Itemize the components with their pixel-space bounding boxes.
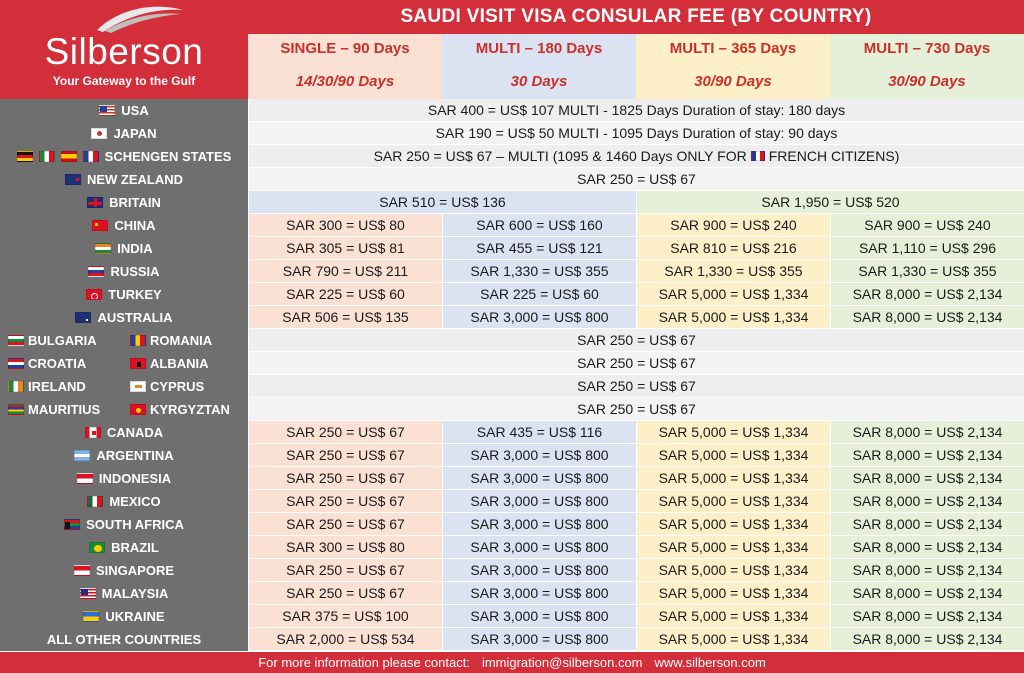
column-label: SINGLE – 90 Days [280,40,410,57]
fee-cell: SAR 3,000 = US$ 800 [442,306,636,329]
fee-cell: SAR 250 = US$ 67 [248,168,1024,191]
fee-cell: SAR 300 = US$ 80 [248,536,442,559]
fee-cell: SAR 3,000 = US$ 800 [442,536,636,559]
footer-website[interactable]: www.silberson.com [654,655,766,670]
fee-cell: SAR 900 = US$ 240 [636,214,830,237]
fee-cell: SAR 5,000 = US$ 1,334 [636,513,830,536]
table-row [0,605,1024,628]
flag-singapore-icon [74,565,90,576]
fee-cell: SAR 600 = US$ 160 [442,214,636,237]
flag-ireland-icon [8,381,24,392]
country-cell [0,421,248,444]
fee-cell: SAR 1,330 = US$ 355 [442,260,636,283]
flag-australia-icon [75,312,91,323]
column-header-multi-730 [830,34,1024,99]
country-name: CROATIA [28,356,87,371]
fee-cell: SAR 3,000 = US$ 800 [442,582,636,605]
table-row [0,513,1024,536]
country-cell [0,536,248,559]
table-row [0,237,1024,260]
country-name: CHINA [114,218,156,233]
fee-text: FRENCH CITIZENS) [768,148,900,164]
column-label: MULTI – 365 Days [669,40,797,57]
table-row [0,490,1024,513]
fee-cell: SAR 250 = US$ 67 [248,582,442,605]
flag-new-zealand-icon [65,174,81,185]
fee-cell: SAR 225 = US$ 60 [248,283,442,306]
country-name: ROMANIA [150,333,213,348]
fee-cell: SAR 3,000 = US$ 800 [442,605,636,628]
brand-logo [0,0,248,99]
brand-tagline: Your Gateway to the Gulf [52,74,196,88]
country-cell [0,237,248,260]
table-row [0,421,1024,444]
country-cell [0,214,248,237]
footer-label: For more information please contact: [258,655,470,670]
country-cell [0,352,248,375]
fee-cell: SAR 510 = US$ 136 [248,191,636,214]
table-row [0,628,1024,651]
fee-cell: SAR 250 = US$ 67 [248,352,1024,375]
table-row [0,329,1024,352]
flag-china-icon [92,220,108,231]
fee-cell: SAR 250 = US$ 67 [248,513,442,536]
table-row [0,260,1024,283]
country-name: SOUTH AFRICA [86,517,184,532]
flag-cyprus-icon [130,381,146,392]
table-row [0,99,1024,122]
column-sublabel: 30 Days [510,73,568,90]
column-label: MULTI – 180 Days [475,40,603,57]
fee-cell: SAR 225 = US$ 60 [442,283,636,306]
table-row [0,375,1024,398]
fee-cell: SAR 506 = US$ 135 [248,306,442,329]
country-cell [0,329,248,352]
fee-cell: SAR 8,000 = US$ 2,134 [830,444,1024,467]
column-sublabel: 30/90 Days [888,73,966,90]
fee-cell: SAR 1,110 = US$ 296 [830,237,1024,260]
fee-cell: SAR 435 = US$ 116 [442,421,636,444]
country-cell [0,398,248,421]
fee-cell: SAR 1,330 = US$ 355 [636,260,830,283]
flag-romania-icon [130,335,146,346]
contact-footer [0,652,1024,673]
fee-cell: SAR 5,000 = US$ 1,334 [636,490,830,513]
flag-turkey-icon [86,289,102,300]
flag-russia-icon [88,266,104,277]
country-cell [0,467,248,490]
country-cell [0,559,248,582]
country-name: SINGAPORE [95,563,174,578]
column-header-multi-365 [636,34,830,99]
table-row [0,191,1024,214]
fee-cell: SAR 5,000 = US$ 1,334 [636,444,830,467]
fee-cell: SAR 250 = US$ 67 [248,398,1024,421]
country-cell [0,306,248,329]
country-cell [0,375,248,398]
country-name: AUSTRALIA [97,310,173,325]
country-cell [0,191,248,214]
fee-cell: SAR 375 = US$ 100 [248,605,442,628]
country-name: UKRAINE [105,609,165,624]
country-name: MEXICO [109,494,161,509]
fee-cell: SAR 3,000 = US$ 800 [442,490,636,513]
fee-cell: SAR 5,000 = US$ 1,334 [636,421,830,444]
fee-cell: SAR 900 = US$ 240 [830,214,1024,237]
country-name: BRAZIL [111,540,159,555]
country-name: JAPAN [113,126,157,141]
fee-cell: SAR 1,950 = US$ 520 [636,191,1024,214]
country-cell [0,582,248,605]
fee-cell: SAR 250 = US$ 67 [248,490,442,513]
table-row [0,122,1024,145]
country-name: BRITAIN [109,195,161,210]
fee-cell: SAR 455 = US$ 121 [442,237,636,260]
fee-cell: SAR 8,000 = US$ 2,134 [830,605,1024,628]
fee-cell: SAR 8,000 = US$ 2,134 [830,559,1024,582]
flag-britain-icon [87,197,103,208]
fee-cell: SAR 8,000 = US$ 2,134 [830,536,1024,559]
fee-cell: SAR 8,000 = US$ 2,134 [830,283,1024,306]
country-name: BULGARIA [28,333,97,348]
country-name: MAURITIUS [28,402,101,417]
fee-cell: SAR 8,000 = US$ 2,134 [830,306,1024,329]
flag-ukraine-icon [83,611,99,622]
column-header-single-90 [248,34,442,99]
country-name: CANADA [106,425,164,440]
flag-mauritius-icon [8,404,24,415]
flag-canada-icon [85,427,101,438]
fee-cell: SAR 1,330 = US$ 355 [830,260,1024,283]
fee-cell: SAR 5,000 = US$ 1,334 [636,582,830,605]
country-name: INDIA [117,241,153,256]
fee-cell: SAR 8,000 = US$ 2,134 [830,490,1024,513]
table-row [0,306,1024,329]
column-header-multi-180 [442,34,636,99]
flag-albania-icon [130,358,146,369]
flag-schengen-icon [83,151,99,162]
country-name: IRELAND [28,379,86,394]
country-name: SCHENGEN STATES [104,149,232,164]
fee-cell: SAR 8,000 = US$ 2,134 [830,582,1024,605]
fee-cell: SAR 3,000 = US$ 800 [442,559,636,582]
country-cell [0,283,248,306]
flag-croatia-icon [8,358,24,369]
country-cell [0,605,248,628]
fee-cell: SAR 8,000 = US$ 2,134 [830,421,1024,444]
column-label: MULTI – 730 Days [863,40,991,57]
fee-cell: SAR 2,000 = US$ 534 [248,628,442,651]
country-cell [0,628,248,651]
fee-cell: SAR 5,000 = US$ 1,334 [636,628,830,651]
flag-usa-icon [99,105,115,116]
fee-cell: SAR 305 = US$ 81 [248,237,442,260]
fee-cell: SAR 5,000 = US$ 1,334 [636,559,830,582]
country-cell [0,444,248,467]
flag-japan-icon [91,128,107,139]
country-name: ALL OTHER COUNTRIES [46,632,202,647]
fee-cell: SAR 790 = US$ 211 [248,260,442,283]
country-name: RUSSIA [110,264,160,279]
flag-schengen-icon [39,151,55,162]
country-cell [0,145,248,168]
footer-email[interactable]: immigration@silberson.com [481,655,643,670]
column-sublabel: 14/30/90 Days [295,73,395,90]
fee-cell: SAR 5,000 = US$ 1,334 [636,605,830,628]
country-name: ALBANIA [150,356,209,371]
country-cell [0,490,248,513]
flag-schengen-icon [61,151,77,162]
table-row [0,214,1024,237]
table-row [0,168,1024,191]
flag-brazil-icon [89,542,105,553]
fee-cell: SAR 5,000 = US$ 1,334 [636,306,830,329]
flag-south-africa-icon [64,519,80,530]
fee-cell: SAR 8,000 = US$ 2,134 [830,467,1024,490]
country-name: INDONESIA [98,471,172,486]
fee-cell: SAR 250 = US$ 67 [248,444,442,467]
country-name: TURKEY [108,287,162,302]
country-cell [0,513,248,536]
flag-indonesia-icon [77,473,93,484]
table-row [0,559,1024,582]
fee-cell: SAR 400 = US$ 107 MULTI - 1825 Days Duration of stay: 180 days [248,99,1024,122]
fee-cell: SAR 250 = US$ 67 [248,421,442,444]
flag-schengen-icon [17,151,33,162]
flag-malaysia-icon [80,588,96,599]
country-cell [0,168,248,191]
table-row [0,536,1024,559]
country-cell [0,122,248,145]
column-sublabel: 30/90 Days [694,73,772,90]
flag-mexico-icon [87,496,103,507]
fee-cell: SAR 250 = US$ 67 [248,467,442,490]
table-row [0,283,1024,306]
fee-cell: SAR 3,000 = US$ 800 [442,444,636,467]
fee-cell: SAR 5,000 = US$ 1,334 [636,536,830,559]
country-name: MALAYSIA [101,586,169,601]
country-name: KYRGYZTAN [150,402,230,417]
fee-cell: SAR 5,000 = US$ 1,334 [636,467,830,490]
fee-cell: SAR 3,000 = US$ 800 [442,513,636,536]
table-row [0,582,1024,605]
fee-cell: SAR 810 = US$ 216 [636,237,830,260]
table-row [0,145,1024,168]
flag-india-icon [95,243,111,254]
table-row [0,444,1024,467]
flag-bulgaria-icon [8,335,24,346]
table-row [0,398,1024,421]
fee-cell: SAR 250 = US$ 67 [248,559,442,582]
flag-france-icon [751,151,765,161]
country-name: USA [121,103,149,118]
fee-text: SAR 250 = US$ 67 – MULTI (1095 & 1460 Days ONLY FOR [373,148,747,164]
brand-name: Silberson [44,31,204,72]
country-name: ARGENTINA [96,448,174,463]
fee-cell: SAR 3,000 = US$ 800 [442,467,636,490]
flag-kyrgyzstan-icon [130,404,146,415]
country-cell [0,260,248,283]
table-row [0,352,1024,375]
flag-argentina-icon [74,450,90,461]
fee-cell: SAR 8,000 = US$ 2,134 [830,628,1024,651]
country-name: CYPRUS [150,379,205,394]
fee-cell: SAR 3,000 = US$ 800 [442,628,636,651]
country-cell [0,99,248,122]
fee-cell [248,145,1024,168]
fee-cell: SAR 190 = US$ 50 MULTI - 1095 Days Duration of stay: 90 days [248,122,1024,145]
fee-cell: SAR 300 = US$ 80 [248,214,442,237]
swoosh-icon [95,4,185,34]
country-name: NEW ZEALAND [86,172,184,187]
fee-cell: SAR 250 = US$ 67 [248,329,1024,352]
table-row [0,467,1024,490]
fee-cell: SAR 8,000 = US$ 2,134 [830,513,1024,536]
page-title: SAUDI VISIT VISA CONSULAR FEE (BY COUNTRY) [248,0,1024,34]
fee-cell: SAR 250 = US$ 67 [248,375,1024,398]
fee-cell: SAR 5,000 = US$ 1,334 [636,283,830,306]
